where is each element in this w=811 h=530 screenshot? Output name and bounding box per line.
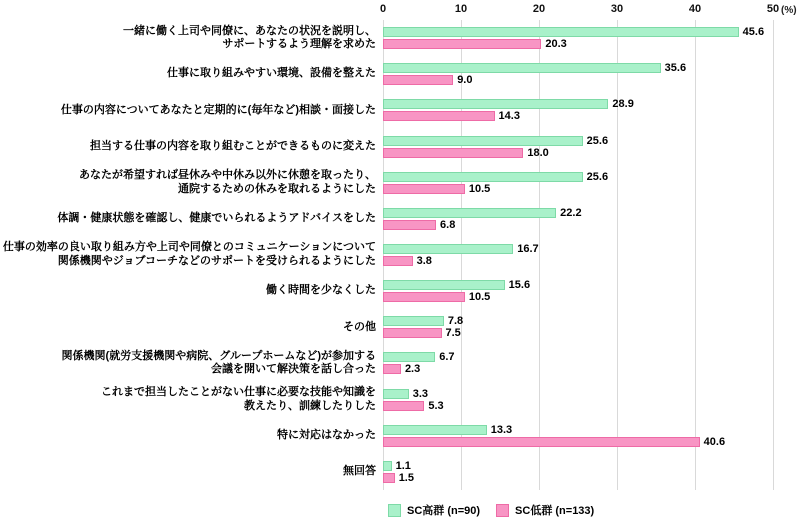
- bar-value-label: 10.5: [468, 182, 491, 195]
- bar-value-label: 1.1: [395, 459, 411, 472]
- category-label-line: 一緒に働く上司や同僚に、あなたの状況を説明し、: [123, 24, 376, 37]
- bar-line: [383, 389, 444, 399]
- category-label-line: 無回答: [343, 465, 376, 478]
- bar-sc-low: [383, 437, 700, 447]
- category-bars: [383, 237, 539, 273]
- category-label-line: あなたが希望すれば昼休みや中休み以外に休憩を取ったり、: [79, 169, 376, 182]
- bar-line: [383, 280, 530, 290]
- legend: [388, 502, 594, 518]
- bar-line: [383, 220, 582, 230]
- bar-line: [383, 473, 414, 483]
- legend-item-sc-low: [496, 502, 594, 518]
- category-label: [0, 128, 376, 164]
- category-label-line: 仕事に取り組みやすい環境、設備を整えた: [167, 67, 376, 80]
- bar-sc-high: [383, 136, 583, 146]
- bar-line: [383, 39, 764, 49]
- bar-value-label: 16.7: [517, 242, 539, 255]
- category-label-line: 関係機関(就労支援機関や病院、グループホームなど)が参加する: [61, 349, 376, 362]
- bar-sc-high: [383, 208, 556, 218]
- bar-line: [383, 136, 608, 146]
- bar-value-label: 13.3: [490, 423, 513, 436]
- bar-line: [383, 316, 463, 326]
- bar-value-label: 20.3: [545, 38, 567, 51]
- bar-value-label: 14.3: [498, 110, 520, 123]
- category-label: [0, 92, 376, 128]
- bar-value-label: 25.6: [586, 134, 609, 147]
- bar-value-label: 6.8: [440, 218, 456, 231]
- bar-sc-low: [383, 220, 436, 230]
- bar-sc-low: [383, 75, 453, 85]
- x-axis-tick-label: 30: [610, 3, 624, 15]
- bar-value-label: 22.2: [560, 206, 582, 219]
- bar-value-label: 3.3: [412, 387, 429, 400]
- x-axis-tick-label: 40: [688, 3, 702, 15]
- bar-value-label: 40.6: [703, 435, 726, 448]
- category-label-line: 教えたり、訓練したりした: [244, 399, 376, 412]
- category-label: [0, 273, 376, 309]
- category-bars: [383, 418, 725, 454]
- gridline: [773, 20, 774, 490]
- bar-value-label: 25.6: [586, 170, 609, 183]
- bar-line: [383, 244, 539, 254]
- bar-sc-high: [383, 99, 608, 109]
- category-label: [0, 237, 376, 273]
- legend-label: SC低群 (n=133): [515, 505, 595, 517]
- bar-line: [383, 111, 634, 121]
- bar-value-label: 3.8: [416, 254, 432, 267]
- bar-value-label: 15.6: [508, 279, 531, 292]
- legend-swatch: [496, 504, 509, 517]
- category-label-line: これまで担当したことがない仕事に必要な技能や知識を: [101, 386, 376, 399]
- category-label-line: サポートするよう理解を求めた: [222, 38, 376, 51]
- bar-value-label: 6.7: [439, 351, 455, 364]
- bar-sc-high: [383, 244, 513, 254]
- category-label-line: 働く時間を少なくした: [266, 284, 376, 297]
- category-bars: [383, 382, 444, 418]
- category-label-line: 仕事の内容についてあなたと定期的に(毎年など)相談・面接した: [60, 103, 376, 116]
- bar-sc-high: [383, 280, 505, 290]
- bar-line: [383, 437, 725, 447]
- bar-sc-high: [383, 461, 392, 471]
- bar-sc-high: [383, 27, 739, 37]
- category-bars: [383, 56, 686, 92]
- bar-line: [383, 328, 463, 338]
- bar-value-label: 10.5: [468, 291, 491, 304]
- bar-sc-high: [383, 425, 487, 435]
- category-label-line: 会議を開いて解決策を話し合った: [211, 363, 376, 376]
- category-label: [0, 201, 376, 237]
- category-label: [0, 20, 376, 56]
- bar-sc-high: [383, 389, 409, 399]
- bar-line: [383, 401, 444, 411]
- bar-sc-high: [383, 172, 583, 182]
- category-bars: [383, 92, 634, 128]
- category-label: [0, 418, 376, 454]
- bar-line: [383, 461, 414, 471]
- bar-line: [383, 352, 455, 362]
- category-label-line: 関係機関やジョブコーチなどのサポートを受けられるようにした: [57, 254, 376, 267]
- legend-item-sc-high: [388, 502, 480, 518]
- bar-line: [383, 256, 539, 266]
- x-axis-tick-label: 0: [379, 3, 387, 15]
- category-bars: [383, 165, 608, 201]
- x-axis-tick-label: 20: [532, 3, 546, 15]
- bar-sc-low: [383, 473, 395, 483]
- bar-value-label: 35.6: [664, 62, 687, 75]
- category-bars: [383, 201, 582, 237]
- bar-sc-low: [383, 111, 495, 121]
- category-bars: [383, 128, 608, 164]
- bar-line: [383, 63, 686, 73]
- bar-line: [383, 172, 608, 182]
- bar-sc-low: [383, 39, 541, 49]
- category-label: [0, 309, 376, 345]
- bar-line: [383, 425, 725, 435]
- bar-sc-high: [383, 352, 435, 362]
- bar-sc-low: [383, 328, 442, 338]
- bar-value-label: 2.3: [404, 363, 421, 376]
- category-label-line: 担当する仕事の内容を取り組むことができるものに変えた: [90, 139, 376, 152]
- category-label-line: 仕事の効率の良い取り組み方や上司や同僚とのコミュニケーションについて: [2, 241, 376, 254]
- bar-sc-high: [383, 316, 444, 326]
- category-label: [0, 345, 376, 381]
- bar-value-label: 5.3: [428, 399, 444, 412]
- bar-value-label: 7.5: [445, 327, 461, 340]
- bar-value-label: 28.9: [612, 98, 634, 111]
- bar-value-label: 7.8: [447, 315, 464, 328]
- category-label: [0, 382, 376, 418]
- category-bars: [383, 20, 764, 56]
- bar-sc-low: [383, 184, 465, 194]
- bar-sc-low: [383, 256, 413, 266]
- unit-label: (%): [781, 5, 797, 16]
- legend-label: SC高群 (n=90): [407, 505, 481, 517]
- bar-sc-low: [383, 401, 424, 411]
- bar-value-label: 1.5: [398, 471, 414, 484]
- bar-sc-low: [383, 148, 523, 158]
- category-label: [0, 454, 376, 490]
- category-label-line: 通院するための休みを取れるようにした: [178, 182, 376, 195]
- bar-line: [383, 27, 764, 37]
- bar-value-label: 9.0: [457, 74, 473, 87]
- bar-line: [383, 99, 634, 109]
- category-label: [0, 56, 376, 92]
- category-bars: [383, 345, 455, 381]
- category-bars: [383, 309, 463, 345]
- bar-line: [383, 292, 530, 302]
- category-label-line: その他: [343, 320, 376, 333]
- bar-line: [383, 184, 608, 194]
- bar-value-label: 45.6: [742, 26, 765, 39]
- bar-line: [383, 148, 608, 158]
- bar-line: [383, 208, 582, 218]
- category-bars: [383, 454, 414, 490]
- bar-line: [383, 364, 455, 374]
- category-label-line: 体調・健康状態を確認し、健康でいられるようアドバイスをした: [57, 212, 376, 225]
- bar-value-label: 18.0: [527, 146, 549, 159]
- legend-swatch: [388, 504, 401, 517]
- x-axis-tick-label: 10: [454, 3, 468, 15]
- category-label-line: 特に対応はなかった: [277, 428, 376, 441]
- bar-sc-high: [383, 63, 661, 73]
- category-label: [0, 165, 376, 201]
- bar-sc-low: [383, 364, 401, 374]
- category-bars: [383, 273, 530, 309]
- bar-sc-low: [383, 292, 465, 302]
- bar-line: [383, 75, 686, 85]
- x-axis-tick-label: 50: [766, 3, 780, 15]
